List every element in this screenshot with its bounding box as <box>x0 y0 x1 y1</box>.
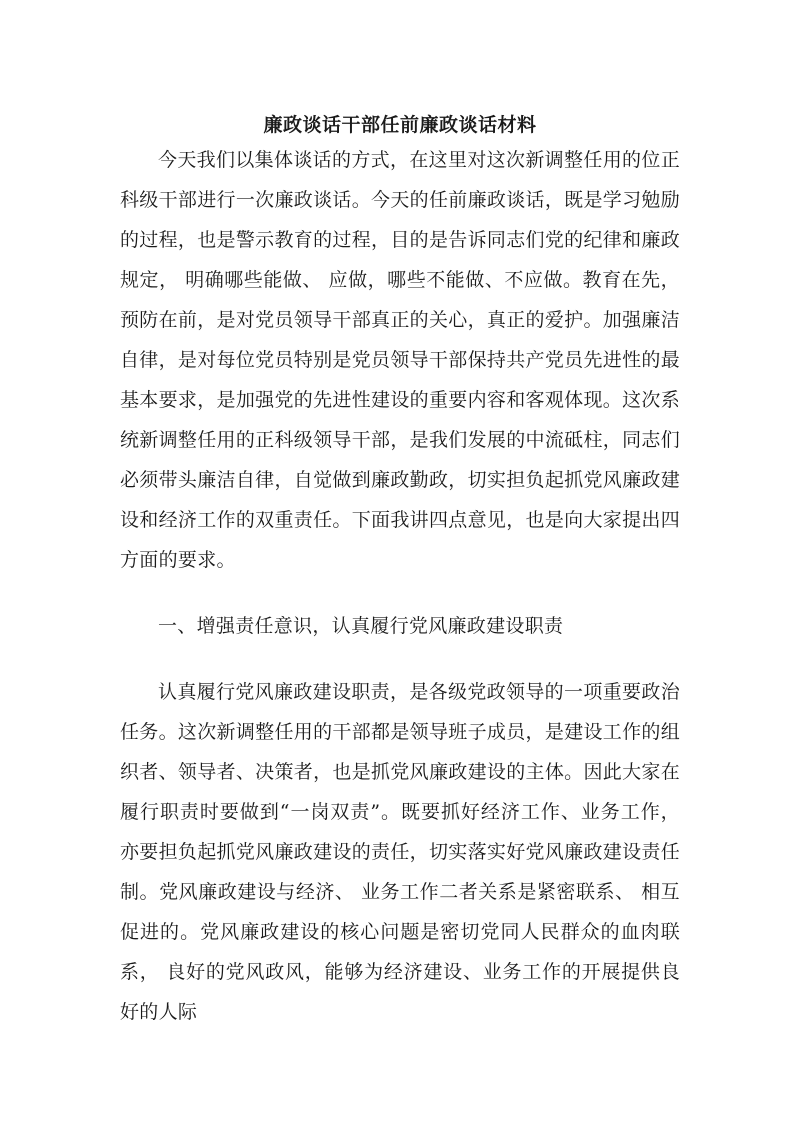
section-heading: 一、增强责任意识，认真履行党风廉政建设职责 <box>158 615 564 637</box>
document-title: 廉政谈话干部任前廉政谈话材料 <box>263 114 537 136</box>
document-body <box>120 110 680 1032</box>
section-paragraph: 认真履行党风廉政建设职责，是各级党政领导的一项重要政治任务。这次新调整任用的干部都是领导班子成员，是建设工作的组织者、领导者、决策者，也是抓党风廉政建设的主体。因此大家在履行职责时要做到“一岗双责”。既要抓好经济工作、业务工作，亦要担负起抓党风廉政建设的责任，切实落实好党风廉政建设责任制。党风廉政建设与经济、 业务工作二者关系是紧密联系、 相互促进的。党风廉政建设的核心问题是密切党同人民群众的血肉联系， 良好的党风政风，能够为经济建设、业务工作的开展提供良好的人际 <box>120 681 680 1023</box>
intro-paragraph: 今天我们以集体谈话的方式，在这里对这次新调整任用的位正科级干部进行一次廉政谈话。今天的任前廉政谈话，既是学习勉励的过程，也是警示教育的过程，目的是告诉同志们党的纪律和廉政规定， 明确哪些能做、 应做，哪些不能做、不应做。教育在先，预防在前，是对党员领导干部真正的关心，真正的爱护。加强廉洁自律，是对每位党员特别是党员领导干部保持共产党员先进性的最基本要求，是加强党的先进性建设的重要内容和客观体现。这次系统新调整任用的正科级领导干部，是我们发展的中流砥柱，同志们必须带头廉洁自律，自觉做到廉政勤政，切实担负起抓党风廉政建设和经济工作的双重责任。下面我讲四点意见，也是向大家提出四方面的要求。 <box>120 149 680 571</box>
